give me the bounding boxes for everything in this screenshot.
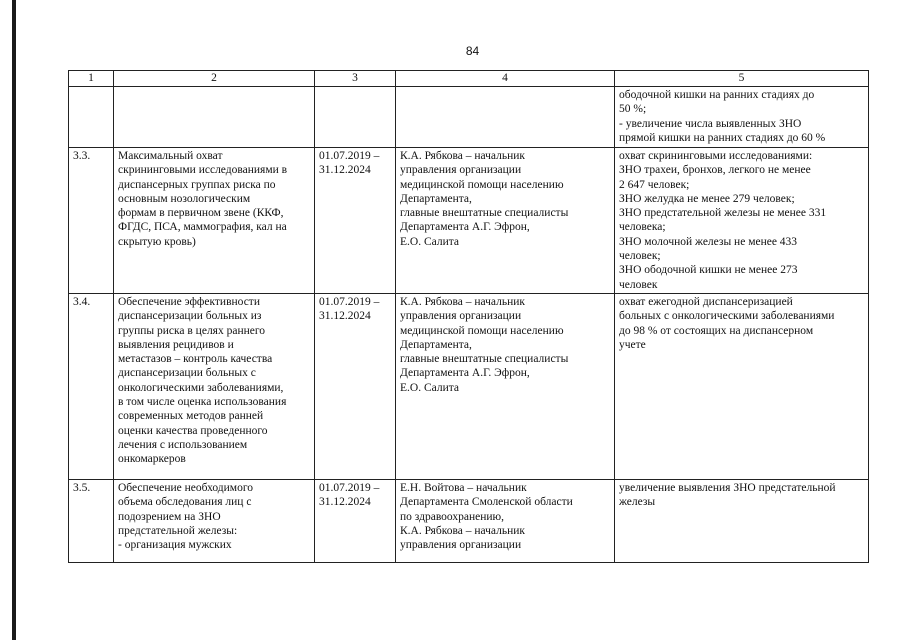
- cell-result-line: учете: [619, 338, 646, 351]
- cell-dates-line: 01.07.2019 –: [319, 481, 380, 494]
- cell-responsible-line: К.А. Рябкова – начальник: [400, 150, 526, 162]
- cell-measure-line: лечения с использованием: [118, 438, 248, 451]
- cell-responsible: [396, 293, 615, 479]
- cell-result-line: человека;: [619, 221, 666, 234]
- cell-measure-line: Максимальный охват: [118, 150, 223, 162]
- cell-result-line: больных с онкологическими заболеваниями: [619, 310, 835, 323]
- cell-responsible-line: главные внештатные специалисты: [400, 353, 569, 366]
- cell-number: 3.5.: [69, 479, 114, 562]
- cell-responsible-line: медицинской помощи населению: [400, 178, 564, 191]
- table-body: [69, 87, 869, 563]
- cell-measure-line: онкологическими заболеваниями,: [118, 381, 284, 394]
- cell-responsible-line: управления организации: [400, 539, 522, 552]
- table-row: [69, 479, 869, 562]
- cell-responsible-line: Департамента,: [400, 338, 472, 351]
- cell-measure-line: - организация мужских: [118, 539, 232, 552]
- cell-measure-line: формам в первичном звене (ККФ,: [118, 207, 284, 220]
- cell-measure-line: метастазов – контроль качества: [118, 353, 273, 366]
- header-col-1: 1: [69, 71, 114, 87]
- cell-measure: [114, 148, 315, 294]
- plan-table: [68, 70, 869, 563]
- cell-number: 3.3.: [69, 148, 114, 294]
- cell-result-line: ЗНО ободочной кишки не менее 273: [619, 264, 798, 277]
- header-col-4: 4: [396, 71, 615, 87]
- cell-dates-line: 01.07.2019 –: [319, 295, 380, 308]
- cell-dates-line: 31.12.2024: [319, 496, 371, 509]
- cell-measure-line: объема обследования лиц с: [118, 496, 252, 509]
- cell-measure: [114, 87, 315, 148]
- cell-dates: [315, 479, 396, 562]
- header-col-5: 5: [615, 71, 869, 87]
- header-col-2: 2: [114, 71, 315, 87]
- cell-result-line: охват ежегодной диспансеризацией: [619, 295, 793, 308]
- cell-responsible-line: Е.Н. Войтова – начальник: [400, 481, 527, 494]
- cell-measure-line: диспансеризации больных с: [118, 367, 256, 380]
- cell-measure-line: Обеспечение необходимого: [118, 481, 254, 494]
- cell-dates-line: 31.12.2024: [319, 310, 371, 323]
- cell-responsible-line: главные внештатные специалисты: [400, 207, 569, 220]
- cell-result: [615, 479, 869, 562]
- header-row: [69, 71, 869, 87]
- cell-measure-line: скрытую кровь): [118, 235, 196, 248]
- cell-measure-line: скрининговыми исследованиями в: [118, 164, 288, 177]
- cell-responsible-line: К.А. Рябкова – начальник: [400, 524, 526, 537]
- cell-responsible-line: Е.О. Салита: [400, 381, 459, 394]
- cell-measure-line: диспансеризации больных из: [118, 310, 262, 323]
- cell-result-line: железы: [619, 496, 656, 509]
- cell-measure-line: подозрением на ЗНО: [118, 510, 221, 523]
- cell-responsible: [396, 87, 615, 148]
- cell-measure: [114, 293, 315, 479]
- cell-measure-line: диспансерных группах риска по: [118, 178, 276, 191]
- cell-result-line: - увеличение числа выявленных ЗНО: [619, 117, 802, 130]
- cell-responsible: [396, 479, 615, 562]
- cell-result: [615, 148, 869, 294]
- cell-measure: [114, 479, 315, 562]
- cell-result-line: 50 %;: [619, 103, 647, 116]
- cell-measure-line: ФГДС, ПСА, маммография, кал на: [118, 221, 287, 234]
- cell-dates: [315, 293, 396, 479]
- cell-dates: [315, 148, 396, 294]
- cell-responsible-line: К.А. Рябкова – начальник: [400, 295, 526, 308]
- cell-measure-line: группы риска в целях раннего: [118, 324, 266, 337]
- header-col-3: 3: [315, 71, 396, 87]
- cell-dates: [315, 87, 396, 148]
- cell-result-line: ЗНО желудка не менее 279 человек;: [619, 192, 795, 205]
- cell-result-line: 2 647 человек;: [619, 178, 690, 191]
- cell-dates-line: 31.12.2024: [319, 164, 371, 177]
- cell-responsible-line: управления организации: [400, 164, 522, 177]
- cell-measure-line: Обеспечение эффективности: [118, 295, 260, 308]
- cell-measure-line: основным нозологическим: [118, 192, 251, 205]
- cell-responsible-line: Департамента А.Г. Эфрон,: [400, 367, 530, 380]
- cell-dates-line: 01.07.2019 –: [319, 150, 380, 162]
- cell-result-line: охват скрининговыми исследованиями:: [619, 150, 813, 162]
- page-number: 84: [465, 44, 480, 58]
- cell-number: 3.4.: [69, 293, 114, 479]
- cell-result-line: прямой кишки на ранних стадиях до 60 %: [619, 131, 826, 144]
- cell-measure-line: в том числе оценка использования: [118, 396, 287, 409]
- cell-measure-line: выявления рецидивов и: [118, 338, 234, 351]
- cell-responsible-line: Департамента,: [400, 192, 472, 205]
- cell-result-line: человек;: [619, 250, 661, 263]
- cell-responsible-line: Департамента Смоленской области: [400, 496, 573, 509]
- cell-responsible-line: Департамента А.Г. Эфрон,: [400, 221, 530, 234]
- cell-measure-line: современных методов ранней: [118, 410, 264, 423]
- cell-result-line: ЗНО трахеи, бронхов, легкого не менее: [619, 164, 811, 177]
- cell-measure-line: предстательной железы:: [118, 524, 238, 537]
- table-row: [69, 87, 869, 148]
- cell-result-line: ЗНО предстательной железы не менее 331: [619, 207, 827, 220]
- cell-result-line: ЗНО молочной железы не менее 433: [619, 235, 798, 248]
- cell-measure-line: онкомаркеров: [118, 453, 186, 466]
- cell-result: [615, 87, 869, 148]
- page-edge-bar: [12, 0, 16, 640]
- cell-responsible-line: Е.О. Салита: [400, 235, 459, 248]
- cell-result: [615, 293, 869, 479]
- cell-responsible: [396, 148, 615, 294]
- cell-result-line: увеличение выявления ЗНО предстательной: [619, 481, 836, 494]
- cell-result-line: человек: [619, 278, 658, 291]
- cell-result-line: ободочной кишки на ранних стадиях до: [619, 89, 815, 101]
- cell-responsible-line: по здравоохранению,: [400, 510, 505, 523]
- table-row: [69, 148, 869, 294]
- cell-responsible-line: управления организации: [400, 310, 522, 323]
- table-row: [69, 293, 869, 479]
- cell-measure-line: оценки качества проведенного: [118, 424, 268, 437]
- cell-responsible-line: медицинской помощи населению: [400, 324, 564, 337]
- cell-number: [69, 87, 114, 148]
- cell-result-line: до 98 % от состоящих на диспансерном: [619, 324, 814, 337]
